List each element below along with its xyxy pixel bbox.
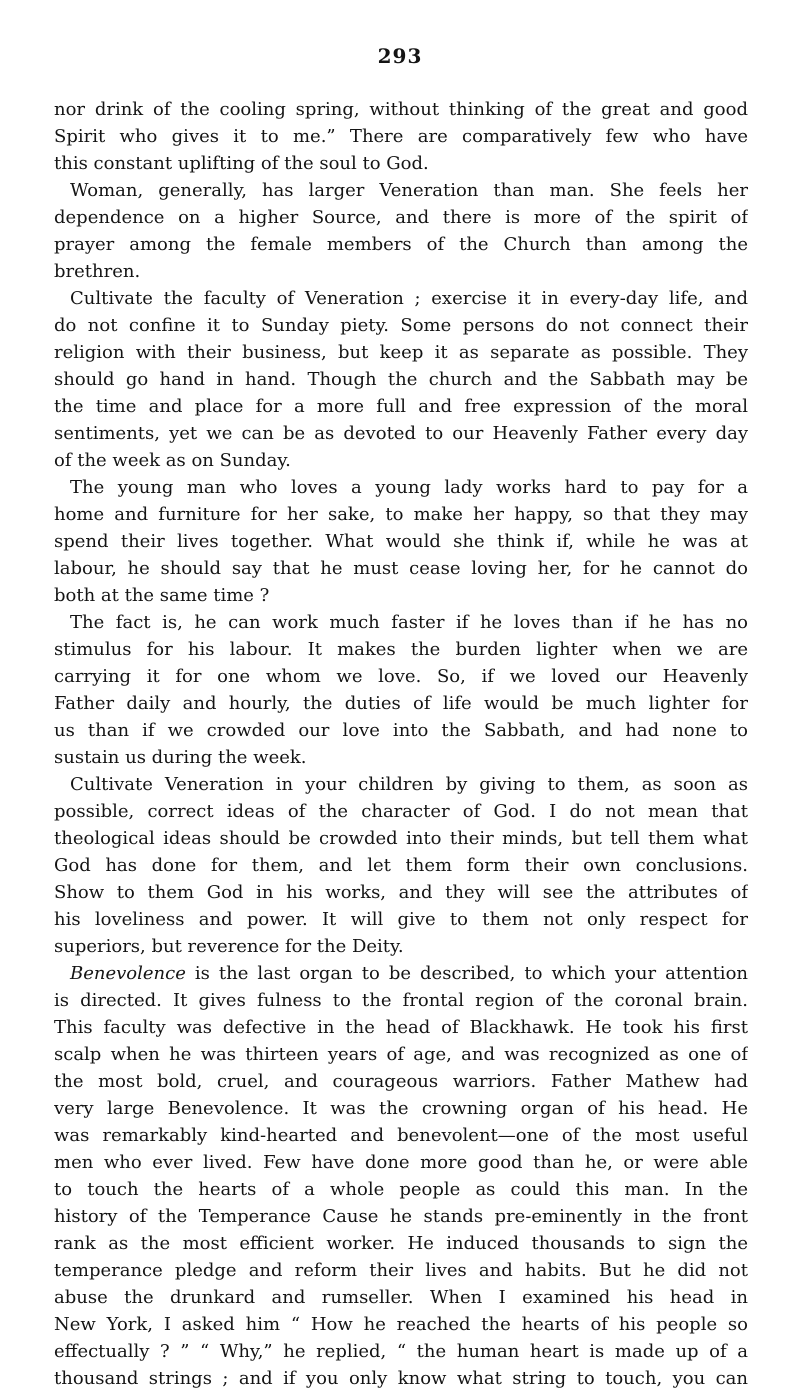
text-body [54,96,748,1392]
text-line: rank as the most efficient worker. He induced thousands to sign the [54,1233,748,1254]
text-line: temperance pledge and reform their lives and habits. But he did not [54,1260,748,1281]
text-line: dependence on a higher Source, and there is more of the spirit of [54,207,748,228]
text-line: superiors, but reverence for the Deity. [54,936,404,957]
text-line: sentiments, yet we can be as devoted to our Heavenly Father every day [54,423,748,444]
text-line: men who ever lived. Few have done more good than he, or were able [54,1152,748,1173]
text-line: to touch the hearts of a whole people as could this man. In the [54,1179,748,1200]
text-line: this constant uplifting of the soul to God. [54,153,429,174]
text-line: history of the Temperance Cause he stands pre-eminently in the front [54,1206,748,1227]
text-line: very large Benevolence. It was the crowning organ of his head. He [54,1098,748,1119]
text-line: Father daily and hourly, the duties of life would be much lighter for [54,693,748,714]
text-line: This faculty was defective in the head of Blackhawk. He took his first [54,1017,748,1038]
text-line: Woman, generally, has larger Veneration than man. She feels her [70,180,748,201]
text-line: home and furniture for her sake, to make her happy, so that they may [54,504,748,525]
text-line: abuse the drunkard and rumseller. When I examined his head in [54,1287,748,1308]
text-line: prayer among the female members of the Church than among the [54,234,748,255]
text-line: both at the same time ? [54,585,270,606]
text-line: nor drink of the cooling spring, without thinking of the great and good [54,99,748,120]
text-line: of the week as on Sunday. [54,450,291,471]
text-line: stimulus for his labour. It makes the burden lighter when we are [54,639,748,660]
text-line: his loveliness and power. It will give to them not only respect for [54,909,748,930]
text-line: The young man who loves a young lady works hard to pay for a [70,477,748,498]
text-line: religion with their business, but keep it as separate as possible. They [54,342,748,363]
text-line: The fact is, he can work much faster if he loves than if he has no [70,612,748,633]
paragraph [54,96,748,177]
text-line: carrying it for one whom we love. So, if we loved our Heavenly [54,666,748,687]
text-line: theological ideas should be crowded into their minds, but tell them what [54,828,748,849]
paragraph [54,177,748,285]
text-line: labour, he should say that he must cease loving her, for he cannot do [54,558,748,579]
paragraph [54,960,748,1392]
paragraph [54,609,748,771]
text-line: should go hand in hand. Though the church and the Sabbath may be [54,369,748,390]
text-line: the most bold, cruel, and courageous warriors. Father Mathew had [54,1071,748,1092]
text-line: the time and place for a more full and free expression of the moral [54,396,748,417]
text-line: spend their lives together. What would she think if, while he was at [54,531,748,552]
text-line: brethren. [54,261,141,282]
paragraph [54,285,748,474]
text-line: was remarkably kind-hearted and benevolent—one of the most useful [54,1125,748,1146]
italic-term: Benevolence [70,963,186,984]
text-line: thousand strings ; and if you only know what string to touch, you can [54,1368,748,1389]
text-line: scalp when he was thirteen years of age, and was recognized as one of [54,1044,748,1065]
text-line: Show to them God in his works, and they will see the attributes of [54,882,748,903]
text-line: sustain us during the week. [54,747,307,768]
text-line: us than if we crowded our love into the Sabbath, and had none to [54,720,748,741]
text-line: God has done for them, and let them form their own conclusions. [54,855,748,876]
text-line: do not confine it to Sunday piety. Some persons do not connect their [54,315,748,336]
text-line: Cultivate the faculty of Veneration ; exercise it in every-day life, and [70,288,748,309]
paragraph [54,474,748,609]
text-line: Spirit who gives it to me.” There are comparatively few who have [54,126,748,147]
paragraph [54,771,748,960]
text-line: is directed. It gives fulness to the frontal region of the coronal brain. [54,990,748,1011]
text-line: possible, correct ideas of the character of God. I do not mean that [54,801,748,822]
text-line: effectually ? ” “ Why,” he replied, “ the human heart is made up of a [54,1341,748,1362]
text-line: New York, I asked him “ How he reached the hearts of his people so [54,1314,748,1335]
text-line: Benevolence is the last organ to be described, to which your attention [70,963,748,984]
text-line: Cultivate Veneration in your children by giving to them, as soon as [70,774,748,795]
page-number: 293 [377,44,423,68]
